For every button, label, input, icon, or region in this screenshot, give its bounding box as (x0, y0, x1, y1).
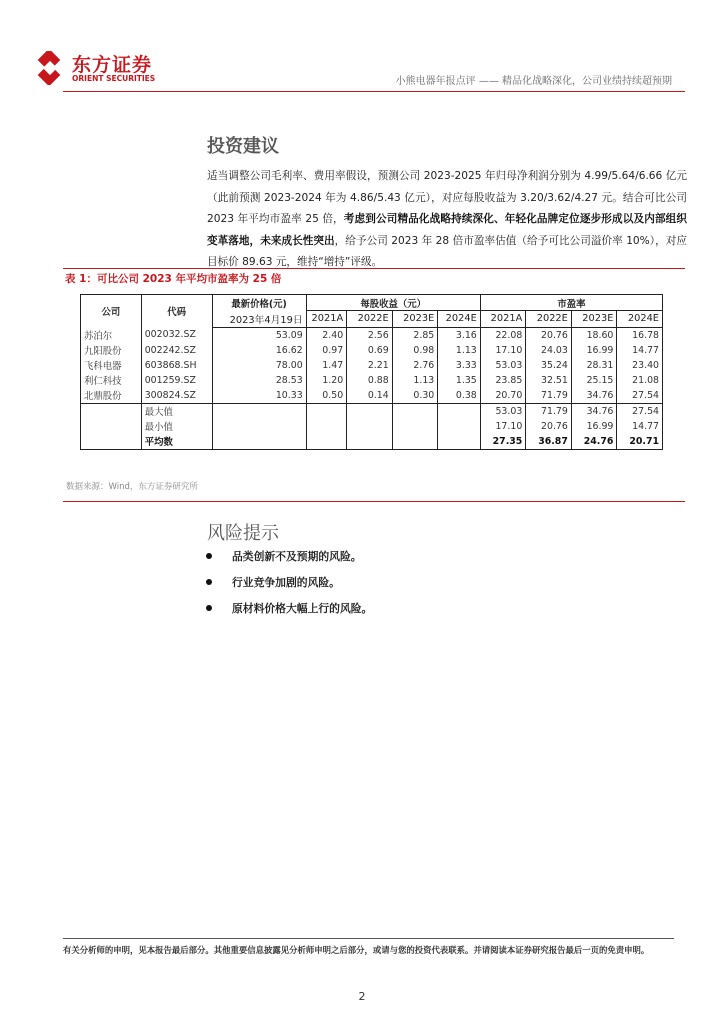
bullet-icon (206, 605, 212, 611)
eps-value: 2.85 (392, 327, 438, 343)
pe-value: 28.31 (571, 358, 617, 373)
eps-value: 0.69 (347, 343, 393, 358)
avg-value: 20.71 (617, 434, 663, 450)
eps-value: 1.20 (306, 373, 346, 388)
pe-year: 2022E (526, 311, 572, 327)
report-subtitle: 小熊电器年报点评 —— 精品化战略深化，公司业绩持续超预期 (395, 76, 672, 87)
table-bottom-rule (63, 501, 685, 502)
invest-highlight: 考虑到公司精品化战略持续深化、年轻化品牌定位逐步形成以及内部组织变革落地，未来成长性突出 (207, 213, 688, 247)
eps-value: 2.21 (347, 358, 393, 373)
table-row-min (81, 419, 663, 434)
pe-value: 16.99 (571, 343, 617, 358)
bullet-icon (206, 579, 212, 585)
min-value: 14.77 (617, 419, 663, 434)
col-pe: 市盈率 (480, 295, 662, 311)
pe-value: 53.03 (480, 358, 526, 373)
max-label: 最大值 (141, 403, 212, 419)
min-value: 16.99 (571, 419, 617, 434)
company-code: 001259.SZ (141, 373, 212, 388)
avg-value: 24.76 (571, 434, 617, 450)
min-value: 17.10 (480, 419, 526, 434)
pe-value: 21.08 (617, 373, 663, 388)
risk-heading: 风险提示 (207, 523, 279, 544)
eps-value: 2.76 (392, 358, 438, 373)
avg-value: 36.87 (526, 434, 572, 450)
eps-year: 2024E (438, 311, 481, 327)
max-value: 27.54 (617, 403, 663, 419)
footer-divider (63, 938, 674, 939)
pe-value: 32.51 (526, 373, 572, 388)
eps-value: 3.33 (438, 358, 481, 373)
eps-value: 1.35 (438, 373, 481, 388)
eps-value: 0.14 (347, 388, 393, 404)
latest-price: 28.53 (212, 373, 306, 388)
eps-value: 3.16 (438, 327, 481, 343)
pe-year: 2021A (480, 311, 526, 327)
invest-paragraph: 适当调整公司毛利率、费用率假设，预测公司 2023-2025 年归母净利润分别为 4.99/5.64/6.66 亿元（此前预测 2023-2024 年为 4.86/5.43 亿元），对应每股收益为 3.20/3.62/4.27 元。结合可比公司 2023 年平均市盈率 25 倍，考虑到公司精品化战略持续深化、年轻化品牌定位逐步形成以及内部组织变革落地，未来成长性突出，给予公司 2023 年 28 倍市盈率估值（给予可比公司溢价率 10%），对应目标价 89.63 元，维持“增持”评级。 (207, 170, 688, 268)
eps-value: 0.98 (392, 343, 438, 358)
pe-value: 34.76 (571, 388, 617, 404)
pe-value: 18.60 (571, 327, 617, 343)
pe-value: 71.79 (526, 388, 572, 404)
avg-label: 平均数 (141, 434, 212, 450)
company-name: 飞科电器 (81, 358, 142, 373)
pe-value: 20.76 (526, 327, 572, 343)
eps-value: 0.50 (306, 388, 346, 404)
bullet-icon (206, 553, 212, 559)
table-row (81, 388, 663, 404)
logo-english: ORIENT SECURITIES (72, 74, 156, 83)
pe-value: 22.08 (480, 327, 526, 343)
eps-year: 2022E (347, 311, 393, 327)
min-label: 最小值 (141, 419, 212, 434)
pe-value: 23.85 (480, 373, 526, 388)
col-price-date: 2023年4月19日 (212, 311, 306, 327)
pe-value: 16.78 (617, 327, 663, 343)
company-name: 九阳股份 (81, 343, 142, 358)
avg-value: 27.35 (480, 434, 526, 450)
eps-year: 2021A (306, 311, 346, 327)
company-code: 603868.SH (141, 358, 212, 373)
header-divider (63, 91, 685, 92)
pe-value: 27.54 (617, 388, 663, 404)
eps-value: 0.97 (306, 343, 346, 358)
eps-value: 1.13 (438, 343, 481, 358)
data-source: 数据来源：Wind，东方证券研究所 (66, 482, 198, 492)
table-row (81, 373, 663, 388)
company-name: 苏泊尔 (81, 327, 142, 343)
table-row-avg (81, 434, 663, 450)
table-top-rule (63, 268, 685, 269)
eps-value: 0.38 (438, 388, 481, 404)
table-header-row-1 (81, 295, 663, 311)
latest-price: 78.00 (212, 358, 306, 373)
table-row (81, 358, 663, 373)
col-code: 代码 (141, 295, 212, 328)
pe-value: 35.24 (526, 358, 572, 373)
col-eps: 每股收益（元） (306, 295, 480, 311)
pe-value: 20.70 (480, 388, 526, 404)
invest-heading: 投资建议 (207, 136, 279, 157)
col-price: 最新价格(元) (212, 295, 306, 311)
max-value: 71.79 (526, 403, 572, 419)
logo-text: 东方证券 (72, 54, 153, 76)
latest-price: 10.33 (212, 388, 306, 404)
eps-value: 0.30 (392, 388, 438, 404)
min-value: 20.76 (526, 419, 572, 434)
pe-year: 2023E (571, 311, 617, 327)
company-code: 300824.SZ (141, 388, 212, 404)
company-code: 002242.SZ (141, 343, 212, 358)
comparable-companies-table (80, 294, 663, 450)
page-number: 2 (358, 990, 366, 1003)
max-value: 53.03 (480, 403, 526, 419)
company-name: 利仁科技 (81, 373, 142, 388)
company-name: 北鼎股份 (81, 388, 142, 404)
table-row-max (81, 403, 663, 419)
latest-price: 53.09 (212, 327, 306, 343)
eps-value: 1.13 (392, 373, 438, 388)
table-row (81, 327, 663, 343)
eps-year: 2023E (392, 311, 438, 327)
logo-icon (33, 51, 67, 85)
eps-value: 2.56 (347, 327, 393, 343)
pe-value: 17.10 (480, 343, 526, 358)
table-title: 表 1：可比公司 2023 年平均市盈率为 25 倍 (65, 273, 282, 285)
footer-disclaimer: 有关分析师的申明，见本报告最后部分。其他重要信息披露见分析师申明之后部分，或请与您的投资代表联系。并请阅读本证券研究报告最后一页的免责申明。 (63, 945, 650, 955)
pe-year: 2024E (617, 311, 663, 327)
pe-value: 24.03 (526, 343, 572, 358)
pe-value: 23.40 (617, 358, 663, 373)
eps-value: 2.40 (306, 327, 346, 343)
eps-value: 1.47 (306, 358, 346, 373)
pe-value: 25.15 (571, 373, 617, 388)
table-row (81, 343, 663, 358)
eps-value: 0.88 (347, 373, 393, 388)
latest-price: 16.62 (212, 343, 306, 358)
col-company: 公司 (81, 295, 142, 328)
pe-value: 14.77 (617, 343, 663, 358)
company-code: 002032.SZ (141, 327, 212, 343)
max-value: 34.76 (571, 403, 617, 419)
